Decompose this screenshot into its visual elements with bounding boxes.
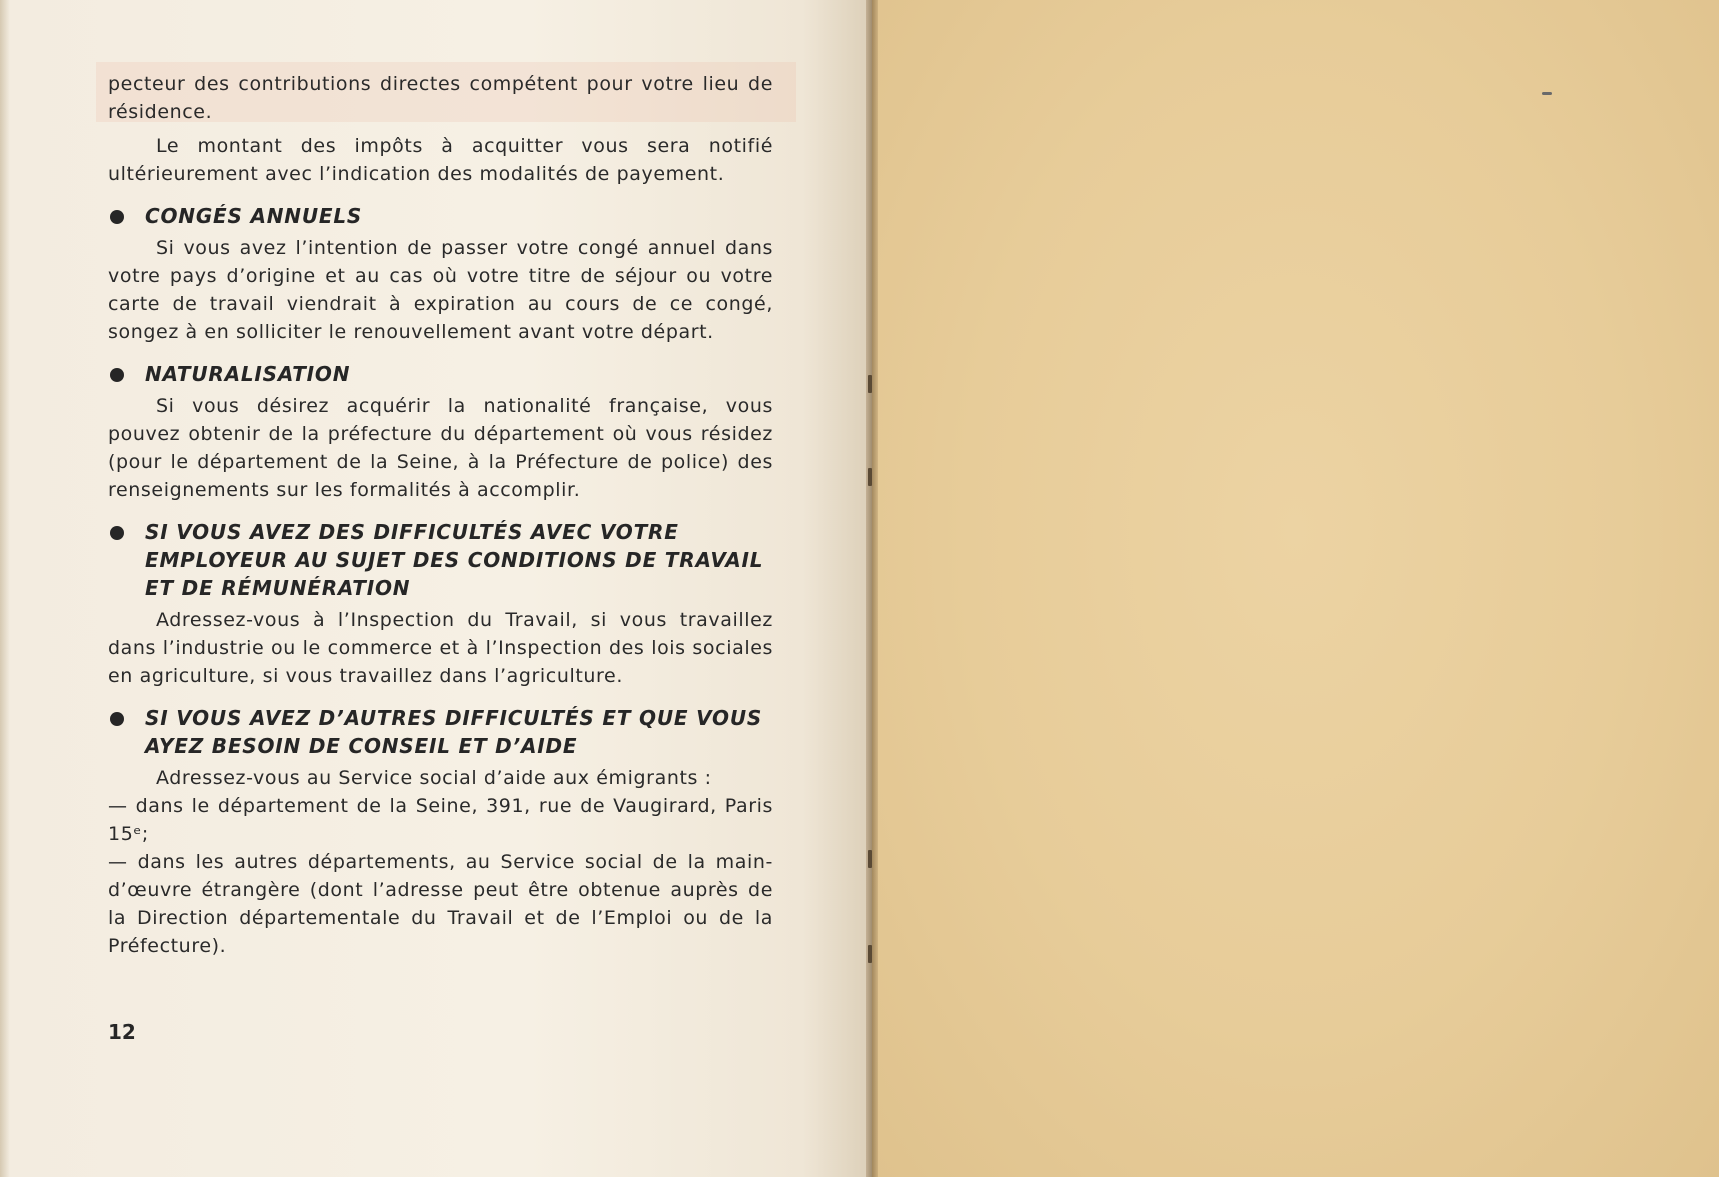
section-paragraph: Si vous désirez acquérir la nationalité française, vous pouvez obtenir de la préfecture du département où vous résidez (pour le département de la Seine, à la Préfecture de police) des renseignements sur les formalités à accomplir. xyxy=(108,395,773,501)
staple-mark xyxy=(868,945,872,963)
section-paragraph: Adressez-vous à l’Inspection du Travail, si vous travaillez dans l’industrie ou le commerce et à l’Inspection des lois sociales en agriculture, si vous travaillez dans l’agriculture. xyxy=(108,609,773,687)
page-edge-shadow xyxy=(0,0,10,1177)
intro-paragraph: pecteur des contributions directes compétent pour votre lieu de résidence. xyxy=(108,73,773,123)
page-number: 12 xyxy=(108,1020,136,1044)
staple-mark xyxy=(868,375,872,393)
section-paragraph: Si vous avez l’intention de passer votre congé annuel dans votre pays d’origine et au cas où votre titre de séjour ou votre carte de travail viendrait à expiration au cours de ce congé, songez à en solliciter le renouvellement avant votre départ. xyxy=(108,237,773,343)
bullet-icon xyxy=(110,526,124,540)
bullet-icon xyxy=(110,712,124,726)
body-text xyxy=(108,70,773,960)
section-paragraph: Adressez-vous au Service social d’aide aux émigrants : xyxy=(156,767,712,789)
intro-paragraph: Le montant des impôts à acquitter vous sera notifié ultérieurement avec l’indication des modalités de payement. xyxy=(108,135,773,185)
bullet-icon xyxy=(110,210,124,224)
paper-speck xyxy=(1542,92,1552,95)
section-heading xyxy=(108,360,773,388)
address-item: — dans le département de la Seine, 391, rue de Vaugirard, Paris 15ᵉ; xyxy=(108,795,773,845)
section-heading xyxy=(108,202,773,230)
section-heading-text: SI VOUS AVEZ D’AUTRES DIFFICULTÉS ET QUE VOUS AYEZ BESOIN DE CONSEIL ET D’AIDE xyxy=(145,706,763,758)
section-heading xyxy=(108,518,773,602)
right-page-blank xyxy=(872,0,1719,1177)
section-heading-text: NATURALISATION xyxy=(145,362,351,386)
staple-mark xyxy=(868,468,872,486)
section-heading-text: SI VOUS AVEZ DES DIFFICULTÉS AVEC VOTRE EMPLOYEUR AU SUJET DES CONDITIONS DE TRAVAIL ET DE RÉMUNÉRATION xyxy=(145,520,764,600)
address-item: — dans les autres départements, au Service social de la main-d’œuvre étrangère (dont l’adresse peut être obtenue auprès de la Direction départementale du Travail et de l’Emploi ou de la Préfecture). xyxy=(108,851,773,957)
spine-fold xyxy=(866,0,878,1177)
section-heading xyxy=(108,704,773,760)
section-heading-text: CONGÉS ANNUELS xyxy=(145,204,363,228)
staple-mark xyxy=(868,850,872,868)
bullet-icon xyxy=(110,368,124,382)
